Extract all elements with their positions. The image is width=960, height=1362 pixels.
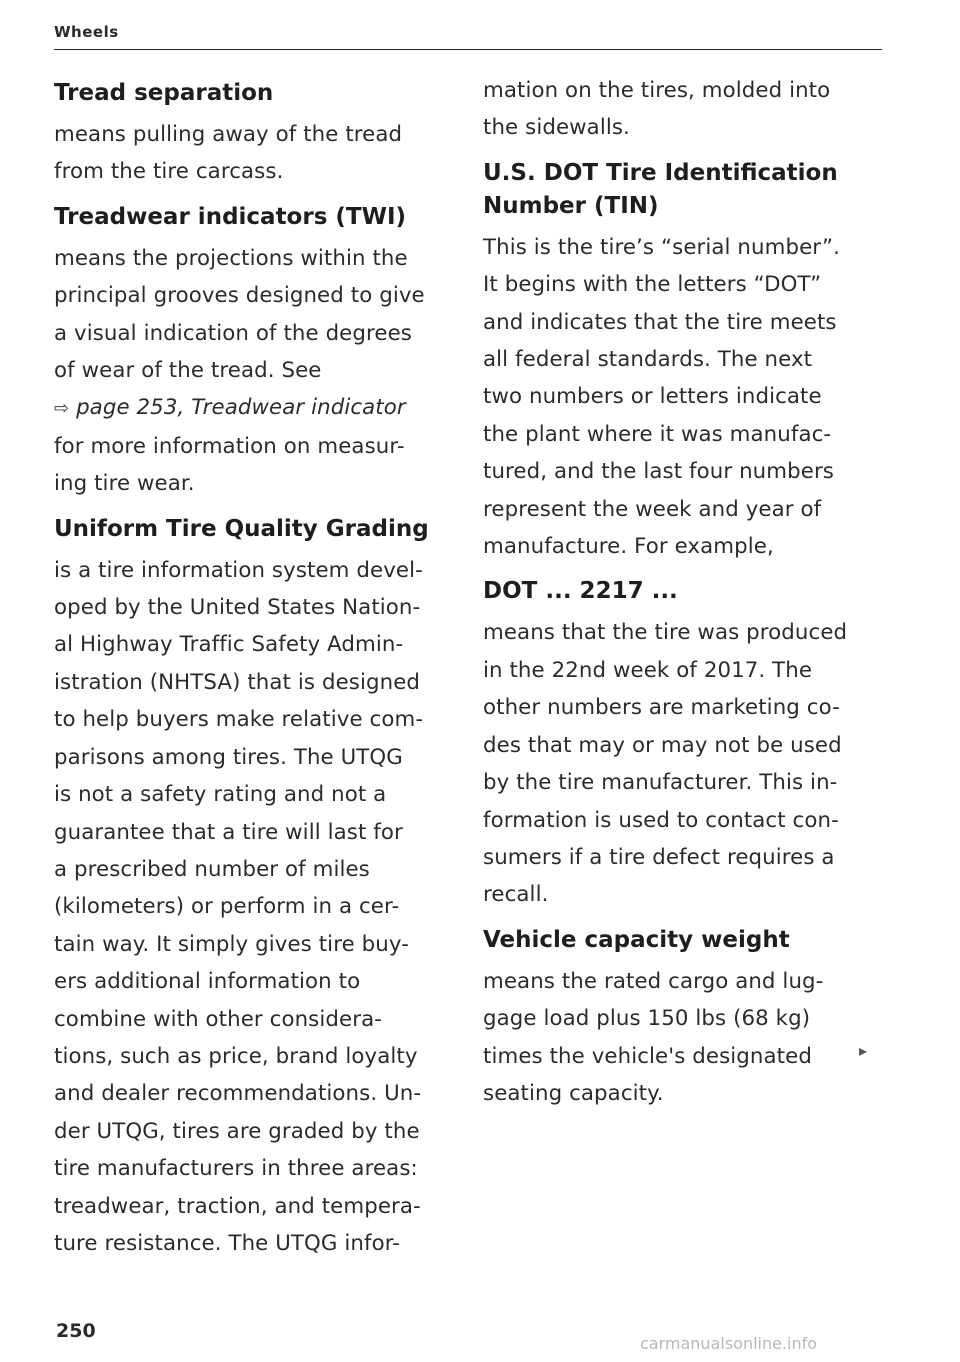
text-line: oped by the United States Nation- — [54, 595, 421, 621]
text-line: a visual indication of the degrees — [54, 320, 412, 346]
text-line: ing tire wear. — [54, 471, 195, 497]
text-line: des that may or may not be used — [483, 732, 842, 758]
cross-reference-link[interactable]: page 253, Treadwear indicator — [76, 395, 406, 421]
text-line: It begins with the letters “DOT” — [483, 272, 822, 298]
section-title: Wheels — [54, 23, 119, 41]
text-line: of wear of the tread. See — [54, 358, 322, 384]
page-number: 250 — [56, 1320, 96, 1342]
text-line: other numbers are marketing co- — [483, 695, 840, 721]
text-line: recall. — [483, 882, 549, 908]
text-line: gage load plus 150 lbs (68 kg) — [483, 1006, 811, 1032]
right-column — [483, 72, 893, 1112]
text-line: ers additional information to — [54, 969, 361, 995]
left-column — [54, 72, 464, 1262]
text-line: to help buyers make relative com- — [54, 707, 424, 733]
heading-vehicle-capacity-weight: Vehicle capacity weight — [483, 926, 790, 953]
text-line: ture resistance. The UTQG infor- — [54, 1230, 400, 1256]
text-line: means that the tire was produced — [483, 620, 848, 646]
text-line: the sidewalls. — [483, 115, 630, 141]
heading-treadwear-indicators: Treadwear indicators (TWI) — [54, 203, 407, 230]
text-line: seating capacity. — [483, 1080, 664, 1106]
text-line: means the rated cargo and lug- — [483, 968, 824, 994]
text-line: tire manufacturers in three areas: — [54, 1156, 418, 1182]
text-line: and dealer recommendations. Un- — [54, 1081, 422, 1107]
cross-reference[interactable] — [54, 389, 464, 427]
text-line: sumers if a tire defect requires a — [483, 844, 835, 870]
text-line: parisons among tires. The UTQG — [54, 744, 403, 770]
text-line: al Highway Traffic Safety Admin- — [54, 632, 404, 658]
heading-line: U.S. DOT Tire Identification — [483, 159, 838, 186]
heading-tread-separation: Tread separation — [54, 80, 274, 106]
text-line: a prescribed number of miles — [54, 856, 370, 882]
text-line: for more information on measur- — [54, 433, 405, 459]
text-line: principal grooves designed to give — [54, 283, 425, 309]
watermark: carmanualsonline.info — [640, 1334, 818, 1353]
text-line: from the tire carcass. — [54, 159, 284, 185]
arrow-right-icon: ⇨ — [54, 398, 70, 420]
text-line: all federal standards. The next — [483, 347, 813, 373]
text-line: This is the tire’s “serial number”. — [483, 234, 841, 260]
text-line: istration (NHTSA) that is designed — [54, 669, 421, 695]
text-line: tured, and the last four numbers — [483, 459, 835, 485]
heading-dot-example: DOT ... 2217 ... — [483, 578, 678, 605]
text-line: formation is used to contact con- — [483, 807, 839, 833]
page-header — [54, 22, 882, 50]
text-line: treadwear, traction, and tempera- — [54, 1193, 421, 1219]
text-line: times the vehicle's designated — [483, 1043, 812, 1069]
text-line: mation on the tires, molded into — [483, 78, 831, 103]
text-line: tain way. It simply gives tire buy- — [54, 931, 409, 957]
text-line: is a tire information system devel- — [54, 557, 423, 583]
text-line: represent the week and year of — [483, 496, 822, 522]
text-line: two numbers or letters indicate — [483, 384, 822, 410]
text-line: combine with other considera- — [54, 1006, 383, 1032]
heading-utqg: Uniform Tire Quality Grading — [54, 515, 429, 542]
text-line: means the projections within the — [54, 245, 408, 271]
heading-dot-tin — [483, 157, 893, 223]
text-line: the plant where it was manufac- — [483, 421, 832, 447]
heading-line: Number (TIN) — [483, 192, 659, 219]
text-line: manufacture. For example, — [483, 534, 774, 560]
text-line: guarantee that a tire will last for — [54, 819, 403, 845]
text-line: and indicates that the tire meets — [483, 309, 837, 335]
text-line: by the tire manufacturer. This in- — [483, 770, 838, 796]
text-line: tions, such as price, brand loyalty — [54, 1043, 418, 1069]
continue-arrow-icon: ▸ — [859, 1041, 868, 1060]
text-line: means pulling away of the tread — [54, 122, 403, 147]
text-line: (kilometers) or perform in a cer- — [54, 894, 400, 920]
text-line: in the 22nd week of 2017. The — [483, 657, 813, 683]
text-line: is not a safety rating and not a — [54, 782, 387, 808]
text-line: der UTQG, tires are graded by the — [54, 1118, 420, 1144]
